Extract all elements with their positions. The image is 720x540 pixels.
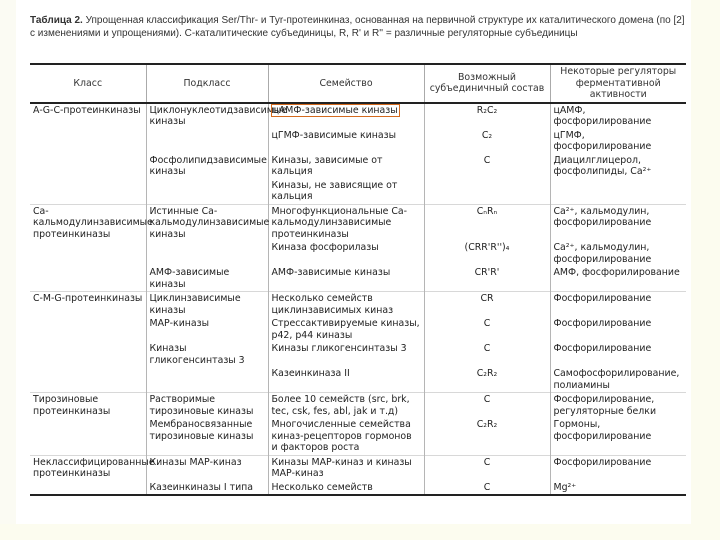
cell-class: [30, 241, 146, 266]
cell-composition: [424, 204, 550, 241]
cell-regulators: [550, 103, 686, 129]
cell-family: [268, 393, 424, 419]
cell-subclass-text: Растворимые тирозиновые киназы: [149, 394, 254, 417]
table-row: [30, 418, 686, 455]
cell-family: [268, 103, 424, 129]
cell-composition-text: C₂: [481, 129, 493, 141]
cell-subclass: [146, 481, 268, 496]
cell-subclass-text: Мембраносвязанные тирозиновые киназы: [149, 419, 254, 442]
right-margin-band: [691, 0, 720, 540]
cell-composition-text: C₂R₂: [476, 419, 498, 430]
table-caption: [30, 14, 686, 58]
cell-family: [268, 154, 424, 179]
header-family: Семейство: [268, 64, 424, 103]
cell-regulators-text: АМФ, фосфорилирование: [553, 267, 680, 278]
cell-composition: [424, 241, 550, 266]
cell-composition: [424, 266, 550, 292]
cell-subclass-text: МАР-киназы: [149, 318, 210, 329]
cell-family-text: Многочисленные семейства киназ-рецепторов гормонов и факторов роста: [271, 419, 412, 453]
table-row: [30, 455, 686, 481]
cell-family: [268, 266, 424, 292]
cell-class: [30, 455, 155, 481]
cell-composition: [424, 129, 550, 154]
cell-subclass: [146, 367, 268, 393]
cell-composition: [424, 367, 550, 393]
cell-family: [268, 455, 424, 481]
cell-composition: [424, 317, 550, 342]
table-row: [30, 204, 686, 241]
header-regulators: Некоторые регуляторы ферментативной активности: [550, 64, 686, 103]
cell-regulators-text: Фосфорилирование: [553, 293, 652, 304]
cell-composition: [424, 342, 550, 367]
left-margin-band: [0, 0, 16, 540]
caption-label: Таблица 2.: [30, 15, 83, 26]
cell-regulators-text: Ca²⁺, кальмодулин, фосфорилирование: [553, 242, 652, 265]
cell-class-text: Тирозиновые протеинкиназы: [33, 394, 111, 417]
cell-composition-text: (CRR'R'')₄: [464, 242, 510, 253]
cell-class: [30, 204, 153, 241]
table-row: [30, 103, 686, 129]
cell-regulators: [550, 266, 686, 292]
cell-family-text: АМФ-зависимые киназы: [271, 267, 391, 278]
cell-composition: [424, 292, 550, 318]
cell-regulators: [550, 481, 686, 496]
cell-family-text: Киназы, зависимые от кальция: [271, 154, 383, 177]
cell-subclass: [146, 317, 268, 342]
table-row: [30, 393, 686, 419]
cell-composition-text: CₙRₙ: [476, 205, 498, 217]
cell-subclass: [146, 292, 268, 318]
cell-family: [268, 317, 424, 342]
cell-subclass-text: АМФ-зависимые киназы: [149, 267, 230, 290]
cell-composition: [424, 418, 550, 455]
cell-subclass-text: Циклинзависимые киназы: [149, 293, 241, 316]
cell-regulators-text: Mg²⁺: [553, 481, 577, 493]
cell-subclass-text: Истинные Са-кальмодулинзависимые киназы: [149, 205, 270, 240]
header-class: Класс: [30, 64, 146, 103]
cell-composition-text: C: [483, 481, 491, 493]
cell-family-text: цАМФ-зависимые киназы: [272, 104, 398, 116]
cell-regulators: [550, 455, 686, 481]
cell-composition-text: C₂R₂: [476, 368, 498, 379]
cell-subclass: [146, 241, 268, 266]
table-row: [30, 129, 686, 154]
cell-family: [268, 418, 424, 455]
cell-composition-text: R₂C₂: [476, 104, 498, 116]
cell-class: [30, 179, 146, 205]
table-row: [30, 179, 686, 205]
table-row: [30, 317, 686, 342]
cell-subclass-text: Киназы МАР-киназ: [149, 456, 242, 468]
cell-regulators-text: Гормоны, фосфорилирование: [553, 419, 652, 442]
cell-composition: [424, 179, 550, 205]
cell-class: [30, 342, 146, 367]
bottom-margin-band: [0, 524, 720, 540]
cell-composition-text: C: [483, 154, 491, 166]
cell-family-text: Несколько семейств циклинзависимых киназ: [271, 293, 394, 316]
table-row: [30, 154, 686, 179]
cell-subclass: [146, 103, 287, 129]
cell-class: [30, 154, 146, 179]
cell-regulators-text: Фосфорилирование: [553, 343, 652, 354]
table-row: [30, 266, 686, 292]
cell-class: [30, 481, 146, 496]
cell-class: [30, 103, 146, 129]
cell-composition: [424, 154, 550, 179]
cell-subclass: [146, 342, 268, 367]
table-row: [30, 292, 686, 318]
cell-regulators-text: Фосфорилирование, регуляторные белки: [553, 394, 657, 417]
cell-family: [268, 129, 424, 154]
kinase-classification-table: [30, 63, 686, 496]
cell-class: [30, 266, 146, 292]
cell-regulators: [550, 241, 686, 266]
cell-regulators: [550, 129, 686, 154]
cell-regulators: [550, 204, 686, 241]
cell-family: [268, 241, 424, 266]
cell-regulators-text: Фосфорилирование: [553, 318, 652, 329]
table-row: [30, 481, 686, 496]
table-header-row: [30, 64, 686, 103]
cell-class-text: Неклассифицированные протеинкиназы: [33, 456, 155, 479]
cell-regulators-text: цАМФ, фосфорилирование: [553, 104, 652, 127]
cell-regulators: [550, 418, 686, 455]
cell-subclass: [146, 266, 268, 292]
cell-class: [30, 418, 146, 455]
cell-regulators-text: Самофосфорилирование, полиамины: [553, 368, 680, 391]
cell-regulators-text: Фосфорилирование: [553, 456, 652, 468]
cell-family: [268, 342, 424, 367]
cell-subclass-text: Казеинкиназы I типа: [149, 481, 254, 493]
table-body: [30, 103, 686, 496]
scanned-document: [26, 8, 690, 524]
cell-subclass: [146, 393, 268, 419]
cell-composition-text: C: [483, 343, 491, 354]
cell-class: [30, 129, 146, 154]
cell-composition-text: CR: [480, 293, 494, 304]
cell-subclass: [146, 455, 268, 481]
cell-regulators: [550, 393, 686, 419]
header-composition: Возможный субъединичный состав: [424, 64, 550, 103]
cell-regulators: [550, 317, 686, 342]
cell-family: [268, 481, 424, 496]
table-row: [30, 241, 686, 266]
cell-family-text: Более 10 семейств (src, brk, tec, csk, fes, abl, jak и т.д): [271, 394, 410, 417]
cell-subclass: [146, 129, 268, 154]
cell-family-text: Киназы гликогенсинтазы 3: [271, 343, 407, 354]
cell-family-text: Киназы, не зависящие от кальция: [271, 179, 398, 202]
cell-regulators-text: цГМФ, фосфорилирование: [553, 129, 652, 152]
cell-subclass-text: Киназы гликогенсинтазы 3: [149, 343, 245, 366]
cell-family-text: Многофункциональные Са-кальмодулинзависимые протеинкиназы: [271, 205, 408, 240]
cell-subclass: [146, 418, 268, 455]
cell-class-text: Са-кальмодулинзависимые протеинкиназы: [33, 205, 153, 240]
cell-class: [30, 292, 146, 318]
cell-class: [30, 317, 146, 342]
table-row: [30, 342, 686, 367]
cell-class: [30, 367, 146, 393]
cell-family-text: Киназы МАР-киназ и киназы МАР-киназ: [271, 456, 412, 479]
cell-regulators-text: Диацилглицерол, фосфолипиды, Ca²⁺: [553, 154, 652, 177]
cell-composition: [424, 455, 550, 481]
cell-composition-text: C: [483, 456, 491, 468]
cell-subclass-text: Фосфолипидзависимые киназы: [149, 154, 267, 177]
cell-composition: [424, 103, 550, 129]
cell-family-text: Киназа фосфорилазы: [271, 242, 379, 253]
caption-text: Упрощенная классификация Ser/Thr- и Tyr-протеинкиназ, основанная на первичной структуре их каталитического домена (по [2] с изменениями и упрощениями). C-каталитические субъединицы, R, R' и R'' = различные регуляторные субъединицы: [30, 15, 685, 39]
cell-composition: [424, 393, 550, 419]
cell-family-text: Несколько семейств: [271, 481, 373, 493]
cell-composition: [424, 481, 550, 496]
cell-regulators: [550, 154, 686, 179]
header-subclass: Подкласс: [146, 64, 268, 103]
cell-class-text: С-М-G-протеинкиназы: [33, 293, 143, 304]
cell-regulators: [550, 367, 686, 393]
cell-family-text: цГМФ-зависимые киназы: [271, 129, 396, 141]
table-row: [30, 367, 686, 393]
cell-composition-text: CR'R': [474, 267, 500, 278]
cell-subclass: [146, 179, 268, 205]
cell-subclass: [146, 204, 268, 241]
cell-family: [268, 367, 424, 393]
cell-family-text: Стрессактивируемые киназы, р42, р44 киназы: [271, 318, 420, 341]
cell-family: [268, 292, 424, 318]
cell-regulators: [550, 342, 686, 367]
cell-regulators: [550, 179, 686, 205]
cell-regulators-text: Ca²⁺, кальмодулин, фосфорилирование: [553, 205, 652, 228]
cell-subclass: [146, 154, 268, 179]
cell-family-text: Казеинкиназа II: [271, 368, 350, 379]
cell-family: [268, 204, 424, 241]
cell-class-text: А-G-С-протеинкиназы: [33, 104, 141, 116]
cell-composition-text: C: [483, 318, 491, 329]
cell-composition-text: C: [483, 394, 491, 405]
cell-class: [30, 393, 146, 419]
cell-subclass-text: Циклонуклеотидзависимые киназы: [149, 104, 287, 127]
cell-regulators: [550, 292, 686, 318]
cell-family: [268, 179, 424, 205]
